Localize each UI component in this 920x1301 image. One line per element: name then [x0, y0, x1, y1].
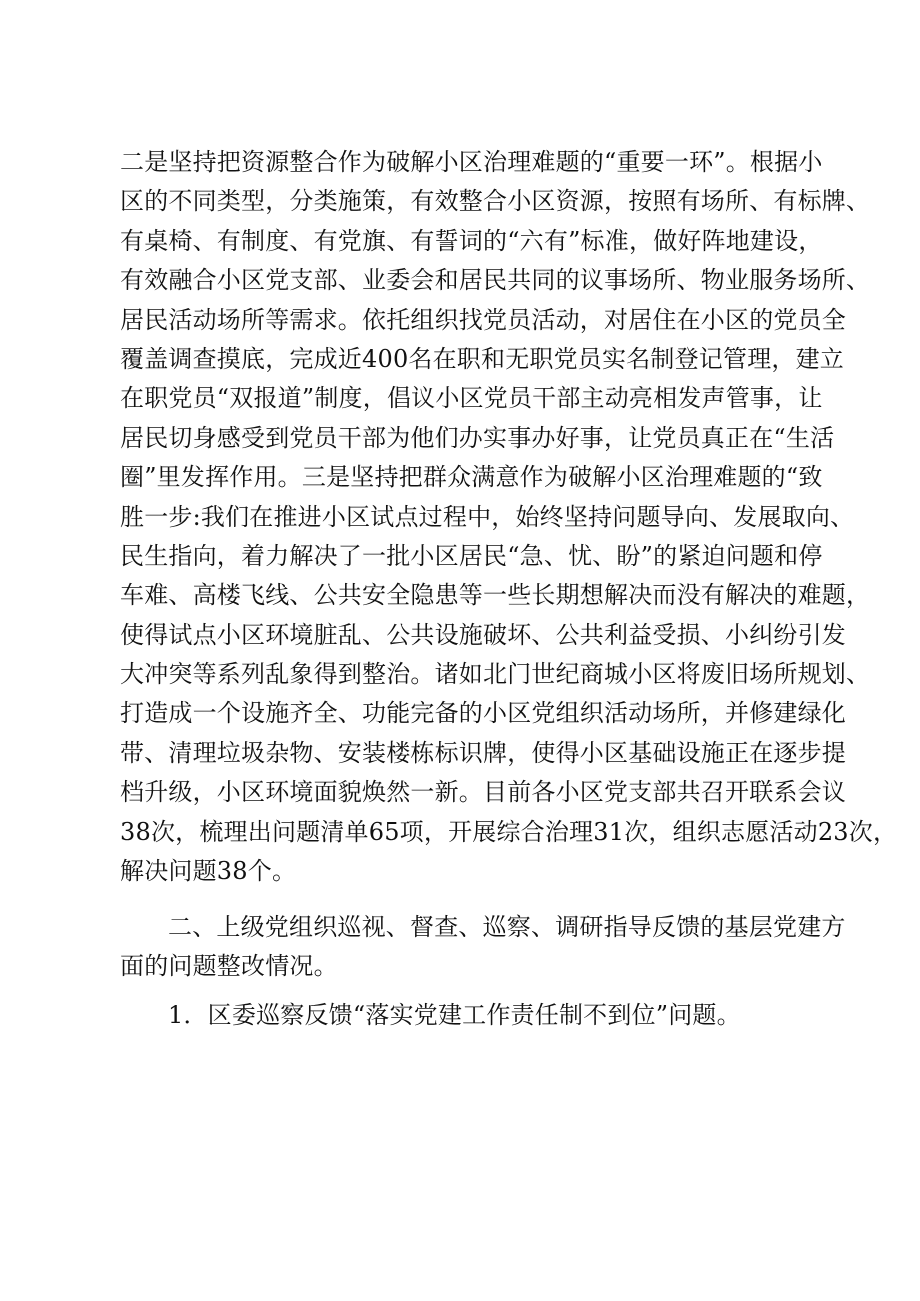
paragraph-line: 解决问题38个。 — [120, 857, 297, 886]
section-heading — [120, 908, 846, 987]
paragraph-line: 有桌椅、有制度、有党旗、有誓词的“六有”标准，做好阵地建设， — [120, 226, 823, 255]
paragraph-line: 圈”里发挥作用。三是坚持把群众满意作为破解小区治理难题的“致 — [120, 463, 823, 492]
paragraph-line: 覆盖调查摸底，完成近400名在职和无职党员实名制登记管理，建立 — [120, 344, 845, 373]
paragraph-line: 车难、高楼飞线、公共安全隐患等一些长期想解决而没有解决的难题， — [120, 581, 871, 610]
paragraph-line: 在职党员“双报道”制度，倡议小区党员干部主动亮相发声管事，让 — [120, 384, 823, 413]
paragraph-line: 二是坚持把资源整合作为破解小区治理难题的“重要一环”。根据小 — [120, 148, 823, 176]
body-paragraph — [120, 143, 898, 891]
paragraph-line: 区的不同类型，分类施策，有效整合小区资源，按照有场所、有标牌、 — [120, 187, 871, 216]
section-heading-line: 二、上级党组织巡视、督查、巡察、调研指导反馈的基层党建方 — [168, 913, 846, 941]
item-heading-line: 1．区委巡察反馈“落实党建工作责任制不到位”问题。 — [168, 1001, 741, 1029]
paragraph-line: 胜一步:我们在推进小区试点过程中，始终坚持问题导向、发展取向、 — [120, 502, 855, 531]
paragraph-line: 居民活动场所等需求。依托组织找党员活动，对居住在小区的党员全 — [120, 305, 846, 334]
paragraph-line: 大冲突等系列乱象得到整治。诸如北门世纪商城小区将废旧场所规划、 — [120, 660, 871, 689]
paragraph-line: 档升级，小区环境面貌焕然一新。目前各小区党支部共召开联系会议 — [120, 778, 846, 807]
paragraph-line: 有效融合小区党支部、业委会和居民共同的议事场所、物业服务场所、 — [120, 266, 871, 295]
paragraph-line: 居民切身感受到党员干部为他们办实事办好事，让党员真正在“生活 — [120, 423, 835, 452]
paragraph-line: 带、清理垃圾杂物、安装楼栋标识牌，使得小区基础设施正在逐步提 — [120, 738, 846, 767]
section-heading-line: 面的问题整改情况。 — [120, 952, 338, 981]
paragraph-line: 使得试点小区环境脏乱、公共设施破坏、公共利益受损、小纠纷引发 — [120, 620, 846, 649]
item-heading — [120, 996, 804, 1035]
paragraph-line: 民生指向，着力解决了一批小区居民“急、忧、盼”的紧迫问题和停 — [120, 541, 823, 570]
paragraph-line: 打造成一个设施齐全、功能完备的小区党组织活动场所，并修建绿化 — [120, 699, 846, 728]
paragraph-line: 38次，梳理出问题清单65项，开展综合治理31次，组织志愿活动23次， — [120, 817, 898, 846]
